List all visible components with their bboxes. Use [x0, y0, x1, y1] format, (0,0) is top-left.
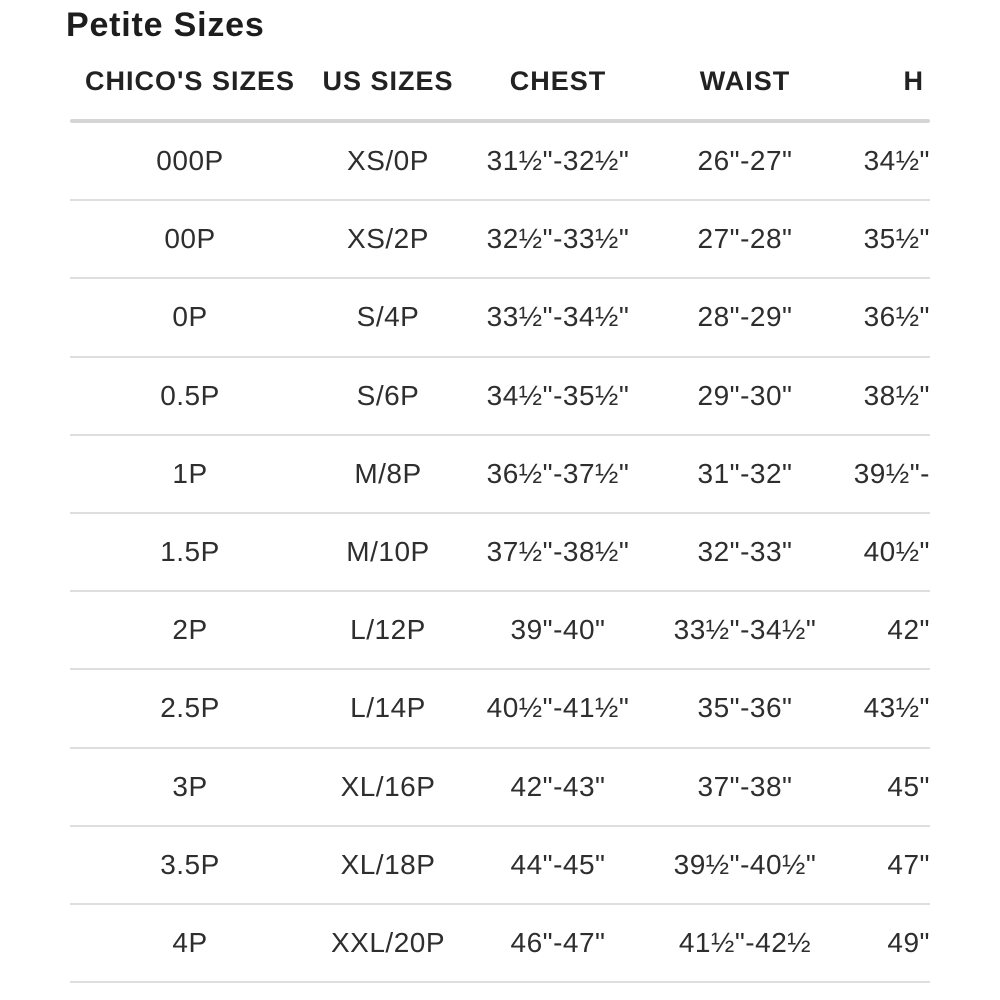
chest-cell: 33½"-34½"	[486, 301, 630, 333]
chest-cell: 34½"-35½"	[486, 379, 630, 411]
column-header-chest: CHEST	[509, 66, 607, 96]
chicos-size-cell: 00P	[164, 223, 216, 255]
chest-cell: 40½"-41½"	[486, 692, 630, 724]
chest-cell: 37½"-38½"	[486, 536, 630, 568]
table-row	[70, 592, 930, 670]
us-size-cell: XS/2P	[347, 223, 429, 255]
hips-cell: 40½"	[863, 536, 930, 568]
chicos-size-cell: 0P	[172, 301, 208, 333]
page-title: Petite Sizes	[66, 5, 265, 44]
waist-cell: 32"-33"	[697, 536, 793, 568]
chest-cell: 31½"-32½"	[486, 145, 630, 177]
table-row	[70, 827, 930, 905]
chicos-size-cell: 4P	[172, 926, 208, 958]
us-size-cell: XL/18P	[340, 848, 436, 880]
waist-cell: 29"-30"	[697, 379, 793, 411]
us-size-cell: L/12P	[350, 614, 426, 646]
chicos-size-cell: 2.5P	[160, 692, 220, 724]
chest-cell: 44"-45"	[510, 848, 606, 880]
hips-cell: 35½"	[863, 223, 930, 255]
waist-cell: 28"-29"	[697, 301, 793, 333]
chicos-size-cell: 3.5P	[160, 848, 220, 880]
table-row	[70, 670, 930, 748]
us-size-cell: M/8P	[354, 457, 422, 489]
waist-cell: 33½"-34½"	[673, 614, 817, 646]
column-header-us-sizes: US SIZES	[322, 66, 454, 96]
us-size-cell: XL/16P	[340, 770, 436, 802]
column-header-hips-clipped: H	[903, 66, 924, 96]
hips-cell: 45"	[887, 770, 930, 802]
waist-cell: 35"-36"	[697, 692, 793, 724]
waist-cell: 41½"-42½	[678, 926, 812, 958]
hips-cell: 49"	[887, 926, 930, 958]
us-size-cell: S/4P	[356, 301, 420, 333]
hips-cell: 34½"	[863, 145, 930, 177]
waist-cell: 39½"-40½"	[673, 848, 817, 880]
us-size-cell: M/10P	[346, 536, 430, 568]
chest-cell: 36½"-37½"	[486, 457, 630, 489]
chicos-size-cell: 1.5P	[160, 536, 220, 568]
chest-cell: 42"-43"	[510, 770, 606, 802]
waist-cell: 31"-32"	[697, 457, 793, 489]
hips-cell: 43½"	[863, 692, 930, 724]
table-row	[70, 279, 930, 357]
chest-cell: 32½"-33½"	[486, 223, 630, 255]
hips-cell: 39½"-	[853, 457, 930, 489]
chest-cell: 46"-47"	[510, 926, 606, 958]
column-header-chicos-sizes: CHICO'S SIZES	[85, 66, 295, 96]
hips-cell: 47"	[887, 848, 930, 880]
waist-cell: 37"-38"	[697, 770, 793, 802]
chicos-size-cell: 2P	[172, 614, 208, 646]
us-size-cell: L/14P	[350, 692, 426, 724]
chicos-size-cell: 3P	[172, 770, 208, 802]
table-row	[70, 358, 930, 436]
table-row	[70, 514, 930, 592]
hips-cell: 42"	[887, 614, 930, 646]
table-row	[70, 201, 930, 279]
table-row	[70, 905, 930, 983]
table-row	[70, 749, 930, 827]
us-size-cell: XXL/20P	[330, 926, 446, 958]
chest-cell: 39"-40"	[510, 614, 606, 646]
us-size-cell: XS/0P	[347, 145, 429, 177]
us-size-cell: S/6P	[356, 379, 420, 411]
waist-cell: 27"-28"	[697, 223, 793, 255]
hips-cell: 36½"	[863, 301, 930, 333]
chicos-size-cell: 0.5P	[160, 379, 220, 411]
chicos-size-cell: 1P	[172, 457, 208, 489]
table-row	[70, 123, 930, 201]
chicos-size-cell: 000P	[156, 145, 224, 177]
table-row	[70, 436, 930, 514]
hips-cell: 38½"	[863, 379, 930, 411]
table-header-row	[70, 0, 930, 119]
waist-cell: 26"-27"	[697, 145, 793, 177]
column-header-waist: WAIST	[699, 66, 791, 96]
